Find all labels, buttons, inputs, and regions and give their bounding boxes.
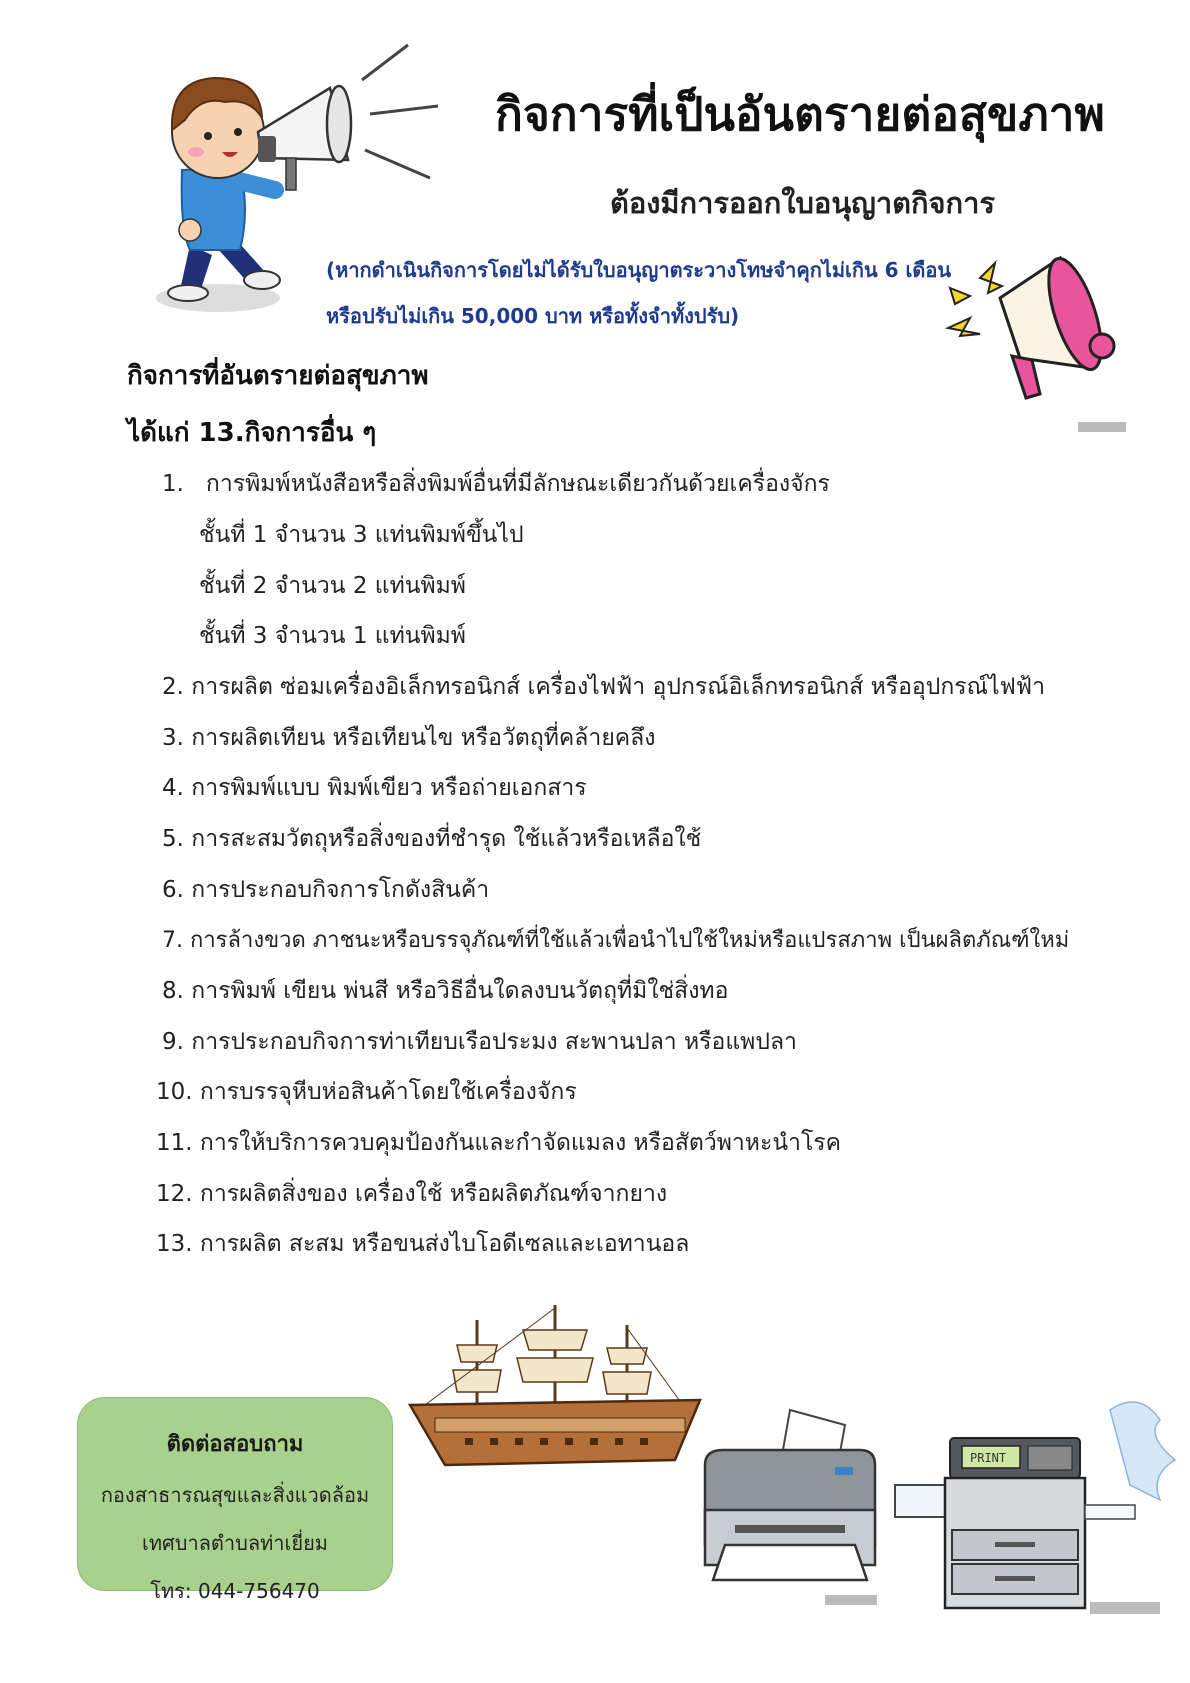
list-item: 11. การให้บริการควบคุมป้องกันและกำจัดแมลง หรือสัตว์พาหะนำโรค [156, 1130, 842, 1156]
megaphone-icon [940, 238, 1140, 438]
list-item: ชั้นที่ 2 จำนวน 2 แท่นพิมพ์ [199, 573, 466, 599]
list-item: 13. การผลิต สะสม หรือขนส่งไบโอดีเซลและเอทานอล [156, 1231, 690, 1257]
list-item: ชั้นที่ 1 จำนวน 3 แท่นพิมพ์ขึ้นไป [199, 522, 524, 548]
list-item: 10. การบรรจุหีบห่อสินค้าโดยใช้เครื่องจักร [156, 1079, 577, 1105]
penalty-note-line1: (หากดำเนินกิจการโดยไม่ได้รับใบอนุญาตระวางโทษจำคุกไม่เกิน 6 เดือน [326, 258, 952, 282]
copier-screen-text: PRINT [970, 1451, 1007, 1465]
list-item: ชั้นที่ 3 จำนวน 1 แท่นพิมพ์ [199, 623, 466, 649]
list-item: 8. การพิมพ์ เขียน พ่นสี หรือวิธีอื่นใดลงบนวัตถุที่มิใช่สิ่งทอ [162, 978, 729, 1004]
section-heading: กิจการที่อันตรายต่อสุขภาพ [127, 361, 429, 391]
contact-box [77, 1397, 393, 1603]
list-item: 1. การพิมพ์หนังสือหรือสิ่งพิมพ์อื่นที่มีลักษณะเดียวกันด้วยเครื่องจักร [162, 471, 830, 497]
section-subheading: ได้แก่ 13.กิจการอื่น ๆ [127, 418, 377, 448]
contact-phone: โทร: 044-756470 [150, 1579, 320, 1603]
penalty-note-line2: หรือปรับไม่เกิน 50,000 บาท หรือทั้งจำทั้งปรับ) [326, 304, 740, 328]
photocopier-illustration [890, 1390, 1185, 1615]
printer-illustration [695, 1405, 885, 1605]
list-item: 4. การพิมพ์แบบ พิมพ์เขียว หรือถ่ายเอกสาร [162, 775, 587, 801]
list-item: 12. การผลิตสิ่งของ เครื่องใช้ หรือผลิตภัณฑ์จากยาง [156, 1181, 668, 1207]
contact-title: ติดต่อสอบถาม [166, 1432, 304, 1457]
list-item: 6. การประกอบกิจการโกดังสินค้า [162, 877, 490, 903]
list-item: 7. การล้างขวด ภาชนะหรือบรรจุภัณฑ์ที่ใช้แล้วเพื่อนำไปใช้ใหม่หรือแปรสภาพ เป็นผลิตภัณฑ์ใหม่ [162, 928, 1070, 953]
page-subtitle: ต้องมีการออกใบอนุญาตกิจการ [610, 186, 995, 220]
contact-department: กองสาธารณสุขและสิ่งแวดล้อม [100, 1483, 370, 1507]
list-item: 2. การผลิต ซ่อมเครื่องอิเล็กทรอนิกส์ เครื่องไฟฟ้า อุปกรณ์อิเล็กทรอนิกส์ หรืออุปกรณ์ไฟฟ้า [162, 674, 1045, 700]
list-item: 5. การสะสมวัตถุหรือสิ่งของที่ชำรุด ใช้แล้วหรือเหลือใช้ [162, 826, 702, 852]
page-title: กิจการที่เป็นอันตรายต่อสุขภาพ [495, 87, 1105, 141]
ship-illustration [405, 1300, 705, 1475]
contact-municipality: เทศบาลตำบลท่าเยี่ยม [142, 1531, 328, 1555]
list-item: 3. การผลิตเทียน หรือเทียนไข หรือวัตถุที่คล้ายคลึง [162, 725, 656, 751]
list-item: 9. การประกอบกิจการท่าเทียบเรือประมง สะพานปลา หรือแพปลา [162, 1029, 797, 1055]
